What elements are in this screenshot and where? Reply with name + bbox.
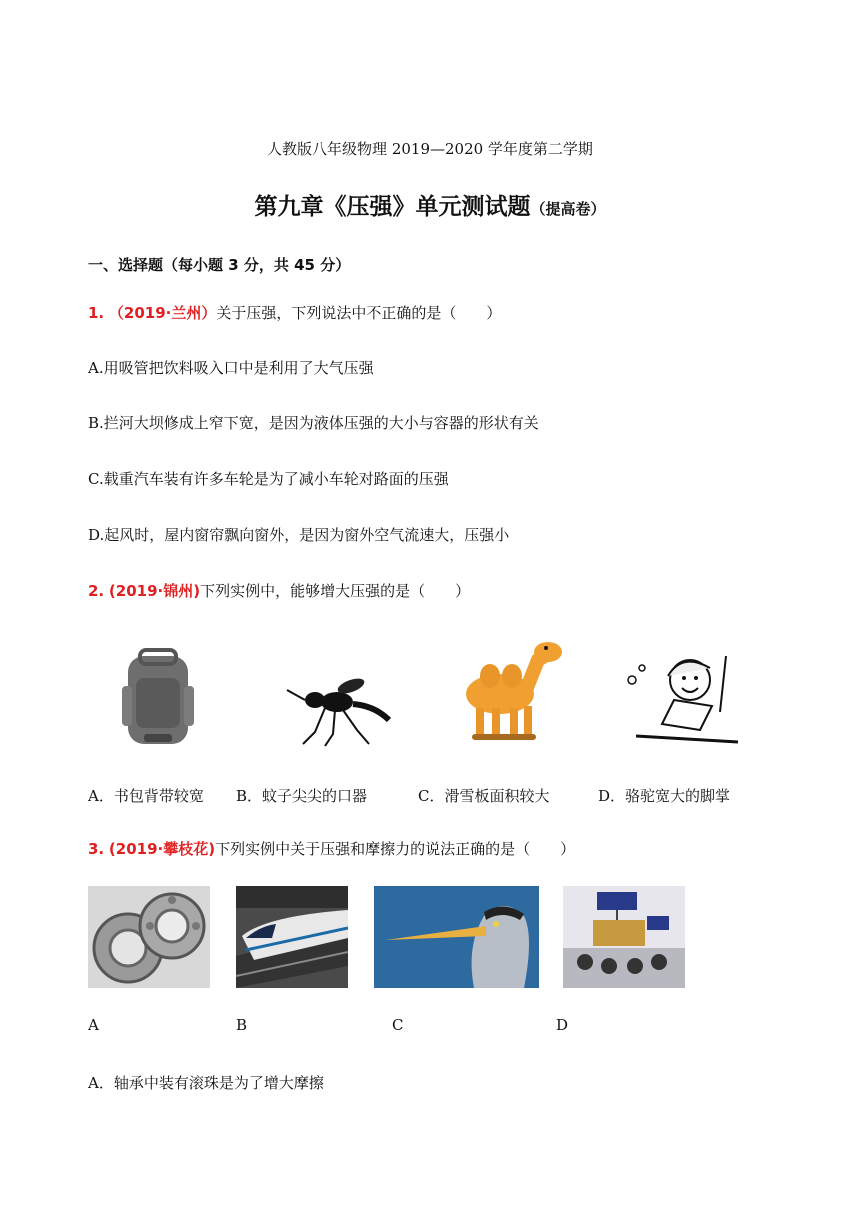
title-main: 第九章《压强》单元测试题 <box>254 194 531 220</box>
question-number: 3. <box>88 840 105 858</box>
question-number: 2. <box>88 582 105 600</box>
question-stem: 下列实例中关于压强和摩擦力的说法正确的是（ ） <box>215 840 576 858</box>
skier-icon <box>622 650 747 748</box>
option-2c: C．滑雪板面积较大 <box>418 787 550 805</box>
option-2d: D．骆驼宽大的脚掌 <box>598 787 731 805</box>
image-label-a: A <box>88 1016 99 1034</box>
camel-icon <box>460 632 565 744</box>
backpack-icon <box>118 648 198 748</box>
image-label-d: D <box>556 1016 569 1034</box>
option-2b: B．蚊子尖尖的口器 <box>236 787 368 805</box>
rover-photo <box>563 886 685 988</box>
question-source: (2019·锦州) <box>108 582 201 600</box>
option-1b: B.拦河大坝修成上窄下宽，是因为液体压强的大小与容器的形状有关 <box>88 414 539 432</box>
heron-photo <box>374 886 539 988</box>
question-stem: 下列实例中，能够增大压强的是（ ） <box>200 582 471 600</box>
question-source: (2019·攀枝花) <box>108 840 216 858</box>
section-heading: 一、选择题（每小题 3 分，共 45 分） <box>88 256 351 274</box>
option-1c: C.载重汽车装有许多车轮是为了减小车轮对路面的压强 <box>88 470 449 488</box>
question-2 <box>88 580 470 601</box>
question-source: （2019·兰州） <box>108 304 217 322</box>
option-1d: D.起风时，屋内窗帘飘向窗外，是因为窗外空气流速大，压强小 <box>88 526 510 544</box>
question-1 <box>88 302 501 323</box>
bearing-photo <box>88 886 210 988</box>
mosquito-icon <box>285 672 395 747</box>
image-label-b: B <box>236 1016 248 1034</box>
title-suffix: （提高卷） <box>530 200 606 218</box>
option-1a: A.用吸管把饮料吸入口中是利用了大气压强 <box>88 359 374 377</box>
option-2a: A．书包背带较宽 <box>88 787 204 805</box>
option-3a: A．轴承中装有滚珠是为了增大摩擦 <box>88 1074 324 1092</box>
train-photo <box>236 886 348 988</box>
subtitle: 人教版八年级物理 2019—2020 学年度第二学期 <box>267 140 593 158</box>
question-number: 1. <box>88 304 105 322</box>
image-label-c: C <box>392 1016 404 1034</box>
page-title <box>0 188 860 221</box>
question-stem: 关于压强，下列说法中不正确的是（ ） <box>216 304 502 322</box>
question-3 <box>88 838 575 859</box>
